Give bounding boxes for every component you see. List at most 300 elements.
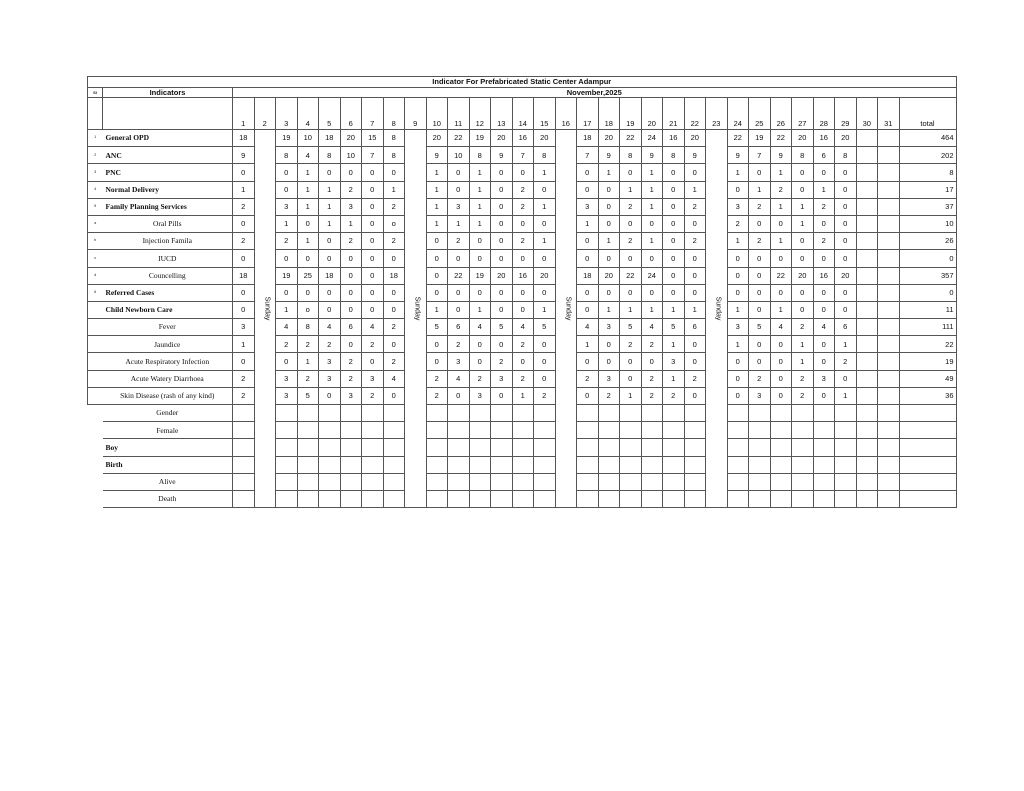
- cell-day-31: [878, 490, 900, 507]
- cell-day-7: [362, 439, 384, 456]
- cell-day-22: 2: [684, 370, 706, 387]
- table-row: [88, 181, 957, 198]
- cell-day-14: 4: [512, 319, 534, 336]
- cell-day-20: [641, 456, 663, 473]
- row-serial: [88, 439, 103, 456]
- cell-day-13: 3: [491, 370, 513, 387]
- sheet-title: Indicator For Prefabricated Static Center Adampur: [88, 77, 957, 88]
- cell-day-6: 0: [340, 267, 362, 284]
- cell-day-21: 0: [663, 215, 685, 232]
- cell-day-27: 20: [792, 267, 814, 284]
- row-serial: a: [88, 215, 103, 232]
- row-serial: [88, 473, 103, 490]
- cell-day-11: 22: [448, 267, 470, 284]
- cell-day-11: 3: [448, 353, 470, 370]
- indicator-label: PNC: [103, 164, 233, 181]
- cell-day-31: [878, 147, 900, 164]
- cell-day-22: 0: [684, 387, 706, 404]
- cell-day-28: [813, 456, 835, 473]
- cell-day-13: 0: [491, 301, 513, 318]
- row-total: 26: [899, 233, 956, 250]
- cell-day-26: 1: [770, 198, 792, 215]
- cell-day-3: 8: [276, 147, 298, 164]
- cell-day-1: 1: [233, 336, 255, 353]
- cell-day-24: 0: [727, 284, 749, 301]
- cell-day-25: 0: [749, 267, 771, 284]
- cell-day-11: [448, 439, 470, 456]
- cell-day-30: [856, 267, 878, 284]
- day-header-16: 16: [555, 98, 577, 130]
- sl-header: Sl: [88, 88, 103, 98]
- cell-day-5: 0: [319, 233, 341, 250]
- day-header-9: 9: [405, 98, 427, 130]
- cell-day-6: 2: [340, 233, 362, 250]
- row-serial: 6: [88, 284, 103, 301]
- cell-day-7: 0: [362, 198, 384, 215]
- cell-day-19: 0: [620, 284, 642, 301]
- cell-day-8: [383, 439, 405, 456]
- cell-day-21: 8: [663, 147, 685, 164]
- cell-day-29: 0: [835, 181, 857, 198]
- row-total: 49: [899, 370, 956, 387]
- cell-day-26: 0: [770, 387, 792, 404]
- cell-day-1: 0: [233, 215, 255, 232]
- cell-day-15: 8: [534, 147, 556, 164]
- cell-day-21: [663, 473, 685, 490]
- cell-day-26: [770, 439, 792, 456]
- cell-day-26: 0: [770, 284, 792, 301]
- cell-day-29: [835, 473, 857, 490]
- day-header-5: 5: [319, 98, 341, 130]
- table-row: [88, 267, 957, 284]
- cell-day-20: 1: [641, 198, 663, 215]
- sunday-column-16: [555, 130, 577, 508]
- cell-day-26: [770, 422, 792, 439]
- cell-day-8: 0: [383, 164, 405, 181]
- row-total: 36: [899, 387, 956, 404]
- cell-day-7: 0: [362, 233, 384, 250]
- cell-day-10: 1: [426, 164, 448, 181]
- day-header-14: 14: [512, 98, 534, 130]
- cell-day-5: 1: [319, 215, 341, 232]
- cell-day-14: 2: [512, 233, 534, 250]
- cell-day-20: 1: [641, 164, 663, 181]
- cell-day-3: 0: [276, 353, 298, 370]
- cell-day-10: 1: [426, 215, 448, 232]
- cell-day-5: 0: [319, 284, 341, 301]
- cell-day-6: 3: [340, 198, 362, 215]
- cell-day-24: [727, 490, 749, 507]
- indicator-label: Injection Famila: [103, 233, 233, 250]
- cell-day-3: [276, 473, 298, 490]
- cell-day-18: 0: [598, 336, 620, 353]
- cell-day-30: [856, 405, 878, 422]
- cell-day-4: 1: [297, 181, 319, 198]
- cell-day-24: 22: [727, 130, 749, 147]
- indicator-label: Oral Pills: [103, 215, 233, 232]
- cell-day-15: 5: [534, 319, 556, 336]
- cell-day-8: 1: [383, 181, 405, 198]
- day-header-12: 12: [469, 98, 491, 130]
- cell-day-21: 3: [663, 353, 685, 370]
- row-serial: [88, 405, 103, 422]
- cell-day-17: [577, 473, 599, 490]
- cell-day-22: [684, 473, 706, 490]
- cell-day-5: 0: [319, 164, 341, 181]
- sunday-column-9: [405, 130, 427, 508]
- cell-day-10: [426, 439, 448, 456]
- cell-day-3: 19: [276, 267, 298, 284]
- cell-day-6: [340, 456, 362, 473]
- cell-day-18: 0: [598, 215, 620, 232]
- cell-day-3: 0: [276, 181, 298, 198]
- cell-day-12: 0: [469, 250, 491, 267]
- cell-day-11: 22: [448, 130, 470, 147]
- cell-day-29: 0: [835, 301, 857, 318]
- cell-day-5: 8: [319, 147, 341, 164]
- cell-day-5: 0: [319, 387, 341, 404]
- cell-day-26: 22: [770, 267, 792, 284]
- cell-day-3: 3: [276, 370, 298, 387]
- cell-day-22: 6: [684, 319, 706, 336]
- table-row: [88, 198, 957, 215]
- cell-day-15: 0: [534, 215, 556, 232]
- cell-day-17: 7: [577, 147, 599, 164]
- cell-day-18: [598, 473, 620, 490]
- indicator-label: Boy: [103, 439, 233, 456]
- cell-day-20: [641, 490, 663, 507]
- row-total: [899, 405, 956, 422]
- cell-day-14: 16: [512, 267, 534, 284]
- cell-day-26: 0: [770, 250, 792, 267]
- cell-day-13: [491, 456, 513, 473]
- cell-day-27: [792, 473, 814, 490]
- cell-day-17: 2: [577, 370, 599, 387]
- cell-day-15: 0: [534, 250, 556, 267]
- row-serial: 3: [88, 164, 103, 181]
- cell-day-15: [534, 405, 556, 422]
- indicator-label: Acute Watery Diarrhoea: [103, 370, 233, 387]
- cell-day-19: [620, 422, 642, 439]
- cell-day-8: 2: [383, 233, 405, 250]
- cell-day-4: [297, 439, 319, 456]
- cell-day-12: 8: [469, 147, 491, 164]
- cell-day-14: 0: [512, 284, 534, 301]
- cell-day-15: [534, 456, 556, 473]
- cell-day-15: 1: [534, 164, 556, 181]
- cell-day-5: 2: [319, 336, 341, 353]
- cell-day-11: 0: [448, 284, 470, 301]
- cell-day-30: [856, 456, 878, 473]
- cell-day-27: 20: [792, 130, 814, 147]
- cell-day-18: 0: [598, 353, 620, 370]
- row-total: [899, 473, 956, 490]
- cell-day-19: 0: [620, 353, 642, 370]
- cell-day-10: [426, 405, 448, 422]
- cell-day-6: 0: [340, 250, 362, 267]
- indicator-label: Jaundice: [103, 336, 233, 353]
- cell-day-6: 2: [340, 370, 362, 387]
- cell-day-8: [383, 405, 405, 422]
- cell-day-6: 0: [340, 336, 362, 353]
- cell-day-8: 4: [383, 370, 405, 387]
- cell-day-30: [856, 336, 878, 353]
- cell-day-4: 0: [297, 215, 319, 232]
- cell-day-29: [835, 405, 857, 422]
- cell-day-25: 3: [749, 387, 771, 404]
- row-total: [899, 456, 956, 473]
- cell-day-20: 24: [641, 267, 663, 284]
- indicators-header-spacer: [103, 98, 233, 130]
- cell-day-22: 20: [684, 130, 706, 147]
- sunday-label: Sunday: [262, 296, 270, 321]
- cell-day-20: [641, 405, 663, 422]
- cell-day-29: [835, 422, 857, 439]
- table-row: [88, 250, 957, 267]
- cell-day-24: 0: [727, 353, 749, 370]
- cell-day-29: 0: [835, 284, 857, 301]
- cell-day-24: 0: [727, 250, 749, 267]
- cell-day-17: 0: [577, 353, 599, 370]
- cell-day-24: [727, 473, 749, 490]
- cell-day-20: 0: [641, 215, 663, 232]
- cell-day-31: [878, 353, 900, 370]
- cell-day-1: [233, 405, 255, 422]
- cell-day-11: 4: [448, 370, 470, 387]
- row-total: 17: [899, 181, 956, 198]
- cell-day-5: 0: [319, 250, 341, 267]
- cell-day-1: 0: [233, 301, 255, 318]
- cell-day-25: 1: [749, 181, 771, 198]
- cell-day-17: 18: [577, 130, 599, 147]
- cell-day-22: 0: [684, 250, 706, 267]
- cell-day-4: [297, 405, 319, 422]
- cell-day-20: 1: [641, 301, 663, 318]
- cell-day-19: [620, 405, 642, 422]
- cell-day-17: [577, 405, 599, 422]
- cell-day-29: 6: [835, 319, 857, 336]
- cell-day-8: 0: [383, 387, 405, 404]
- cell-day-18: [598, 439, 620, 456]
- cell-day-7: [362, 490, 384, 507]
- cell-day-8: [383, 473, 405, 490]
- table-row: [88, 370, 957, 387]
- cell-day-28: 0: [813, 387, 835, 404]
- cell-day-26: 0: [770, 353, 792, 370]
- cell-day-28: 0: [813, 164, 835, 181]
- table-row: [88, 147, 957, 164]
- cell-day-18: [598, 422, 620, 439]
- cell-day-14: 7: [512, 147, 534, 164]
- cell-day-30: [856, 353, 878, 370]
- row-total: [899, 439, 956, 456]
- cell-day-11: [448, 456, 470, 473]
- cell-day-13: [491, 405, 513, 422]
- cell-day-19: 0: [620, 164, 642, 181]
- cell-day-21: 0: [663, 164, 685, 181]
- cell-day-5: 3: [319, 370, 341, 387]
- cell-day-27: 8: [792, 147, 814, 164]
- cell-day-1: 18: [233, 267, 255, 284]
- cell-day-19: 1: [620, 301, 642, 318]
- cell-day-15: 2: [534, 387, 556, 404]
- row-total: 22: [899, 336, 956, 353]
- cell-day-12: 3: [469, 387, 491, 404]
- cell-day-18: 9: [598, 147, 620, 164]
- cell-day-26: 1: [770, 233, 792, 250]
- indicator-label: Normal Delivery: [103, 181, 233, 198]
- indicator-label: IUCD: [103, 250, 233, 267]
- cell-day-8: 0: [383, 250, 405, 267]
- cell-day-18: 1: [598, 301, 620, 318]
- cell-day-8: o: [383, 215, 405, 232]
- cell-day-28: 3: [813, 370, 835, 387]
- cell-day-10: 0: [426, 267, 448, 284]
- cell-day-30: [856, 370, 878, 387]
- cell-day-4: 1: [297, 233, 319, 250]
- row-serial: [88, 336, 103, 353]
- cell-day-31: [878, 301, 900, 318]
- indicators-header: Indicators: [103, 88, 233, 98]
- cell-day-27: 2: [792, 319, 814, 336]
- cell-day-1: 0: [233, 284, 255, 301]
- cell-day-21: [663, 439, 685, 456]
- cell-day-3: 0: [276, 250, 298, 267]
- table-row: [88, 456, 957, 473]
- cell-day-10: 0: [426, 233, 448, 250]
- cell-day-8: [383, 422, 405, 439]
- cell-day-17: 18: [577, 267, 599, 284]
- cell-day-31: [878, 130, 900, 147]
- row-serial: [88, 353, 103, 370]
- cell-day-11: 3: [448, 198, 470, 215]
- cell-day-14: 0: [512, 353, 534, 370]
- cell-day-1: [233, 473, 255, 490]
- cell-day-25: 2: [749, 233, 771, 250]
- cell-day-31: [878, 250, 900, 267]
- cell-day-1: 3: [233, 319, 255, 336]
- row-total: 357: [899, 267, 956, 284]
- cell-day-27: 0: [792, 164, 814, 181]
- cell-day-7: 0: [362, 164, 384, 181]
- cell-day-12: 0: [469, 336, 491, 353]
- cell-day-20: [641, 473, 663, 490]
- cell-day-28: 0: [813, 336, 835, 353]
- cell-day-5: [319, 422, 341, 439]
- cell-day-7: [362, 473, 384, 490]
- cell-day-31: [878, 422, 900, 439]
- indicator-label: Family Planning Services: [103, 198, 233, 215]
- cell-day-29: 0: [835, 215, 857, 232]
- cell-day-21: 5: [663, 319, 685, 336]
- cell-day-12: [469, 422, 491, 439]
- cell-day-14: [512, 473, 534, 490]
- table-row: [88, 164, 957, 181]
- cell-day-17: [577, 439, 599, 456]
- cell-day-25: 0: [749, 250, 771, 267]
- cell-day-19: 0: [620, 250, 642, 267]
- cell-day-31: [878, 319, 900, 336]
- cell-day-19: 0: [620, 215, 642, 232]
- cell-day-11: [448, 422, 470, 439]
- cell-day-5: 0: [319, 301, 341, 318]
- cell-day-14: [512, 490, 534, 507]
- table-row: [88, 473, 957, 490]
- cell-day-21: 0: [663, 181, 685, 198]
- cell-day-26: [770, 473, 792, 490]
- cell-day-3: 1: [276, 301, 298, 318]
- day-header-24: 24: [727, 98, 749, 130]
- cell-day-11: 0: [448, 181, 470, 198]
- cell-day-19: 1: [620, 387, 642, 404]
- cell-day-27: 0: [792, 233, 814, 250]
- cell-day-31: [878, 439, 900, 456]
- cell-day-1: [233, 422, 255, 439]
- cell-day-27: [792, 490, 814, 507]
- day-header-6: 6: [340, 98, 362, 130]
- row-total: 0: [899, 284, 956, 301]
- cell-day-10: 9: [426, 147, 448, 164]
- cell-day-13: [491, 422, 513, 439]
- cell-day-18: 0: [598, 250, 620, 267]
- cell-day-13: 20: [491, 267, 513, 284]
- cell-day-12: 1: [469, 164, 491, 181]
- cell-day-11: 10: [448, 147, 470, 164]
- cell-day-3: 2: [276, 336, 298, 353]
- cell-day-15: 0: [534, 353, 556, 370]
- table-row: [88, 439, 957, 456]
- cell-day-26: [770, 456, 792, 473]
- cell-day-4: 25: [297, 267, 319, 284]
- indicator-label: Birth: [103, 456, 233, 473]
- indicator-label: Alive: [103, 473, 233, 490]
- sl-header-spacer: [88, 98, 103, 130]
- cell-day-28: 1: [813, 181, 835, 198]
- cell-day-18: 0: [598, 181, 620, 198]
- day-header-11: 11: [448, 98, 470, 130]
- cell-day-3: 0: [276, 164, 298, 181]
- cell-day-4: 4: [297, 147, 319, 164]
- cell-day-15: [534, 473, 556, 490]
- cell-day-12: 0: [469, 353, 491, 370]
- day-header-17: 17: [577, 98, 599, 130]
- cell-day-13: 0: [491, 233, 513, 250]
- cell-day-18: 0: [598, 198, 620, 215]
- cell-day-31: [878, 284, 900, 301]
- indicator-label: ANC: [103, 147, 233, 164]
- cell-day-19: 2: [620, 336, 642, 353]
- day-header-26: 26: [770, 98, 792, 130]
- cell-day-8: [383, 456, 405, 473]
- cell-day-3: 4: [276, 319, 298, 336]
- cell-day-6: 2: [340, 181, 362, 198]
- cell-day-18: 2: [598, 387, 620, 404]
- cell-day-7: 7: [362, 147, 384, 164]
- cell-day-3: 0: [276, 284, 298, 301]
- table-row: [88, 490, 957, 507]
- sunday-label: Sunday: [413, 296, 421, 321]
- day-header-13: 13: [491, 98, 513, 130]
- cell-day-28: 2: [813, 198, 835, 215]
- cell-day-30: [856, 490, 878, 507]
- cell-day-6: [340, 490, 362, 507]
- cell-day-29: [835, 456, 857, 473]
- cell-day-21: [663, 405, 685, 422]
- cell-day-1: 1: [233, 181, 255, 198]
- cell-day-22: 2: [684, 198, 706, 215]
- cell-day-29: 0: [835, 250, 857, 267]
- cell-day-19: [620, 456, 642, 473]
